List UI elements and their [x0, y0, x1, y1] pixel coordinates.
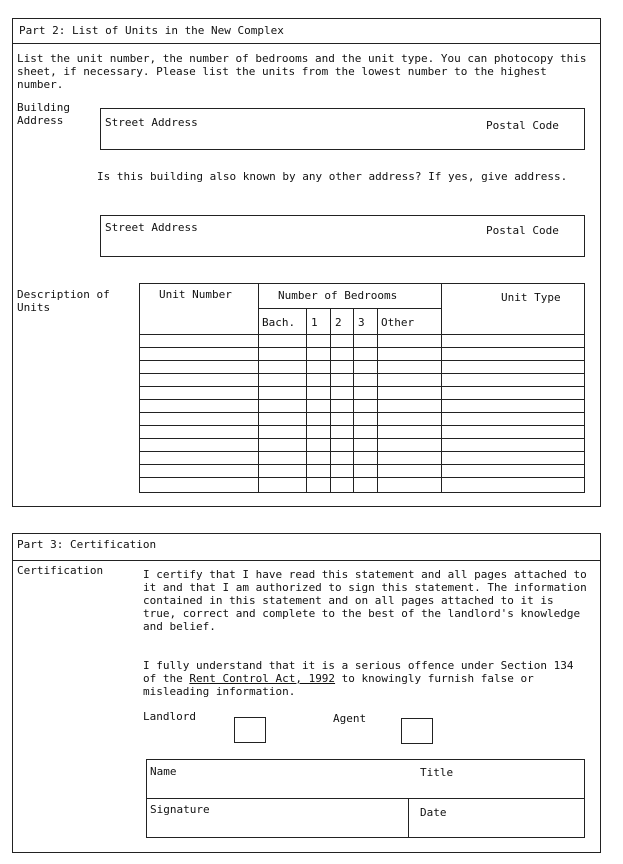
certification-label: Certification — [17, 564, 104, 577]
table-row — [139, 425, 585, 426]
building-address-label: Building Address — [17, 101, 70, 127]
signature-field[interactable] — [147, 799, 407, 837]
name-label: Name — [150, 765, 177, 778]
table-row — [139, 386, 585, 387]
part2-instructions: List the unit number, the number of bedrooms and the unit type. You can photocopy this sheet, if necessary. Please list the units from the lowest number to the highest number. — [17, 52, 587, 91]
sub-1: 1 — [311, 316, 318, 329]
description-of-units-label: Description of Units — [17, 288, 110, 314]
certification-paragraph-2 — [143, 659, 587, 698]
title-label: Title — [420, 766, 454, 779]
part2-header-divider — [12, 43, 601, 44]
table-row — [139, 451, 585, 452]
other-address-question: Is this building also known by any other address? If yes, give address. — [97, 170, 568, 183]
landlord-label: Landlord — [143, 710, 196, 723]
sub-bach: Bach. — [262, 316, 296, 329]
landlord-checkbox[interactable] — [234, 717, 266, 743]
agent-label: Agent — [333, 712, 367, 725]
other-postal-code-label: Postal Code — [486, 224, 559, 237]
part3-header-divider — [12, 560, 601, 561]
table-row — [139, 464, 585, 465]
part3-title: Part 3: Certification — [17, 538, 157, 551]
col-unit-type: Unit Type — [501, 291, 561, 304]
sub-2: 2 — [335, 316, 342, 329]
units-table — [139, 283, 585, 493]
name-field[interactable] — [147, 760, 407, 798]
table-row — [139, 399, 585, 400]
sub-3: 3 — [358, 316, 365, 329]
title-field[interactable] — [410, 760, 584, 798]
sub-other: Other — [381, 316, 415, 329]
date-label: Date — [420, 806, 447, 819]
col-unit-number: Unit Number — [159, 288, 232, 301]
table-row — [139, 412, 585, 413]
date-field[interactable] — [410, 799, 584, 837]
certification-paragraph-1: I certify that I have read this statement and all pages attached to it and that I am authorized to sign this statement. The information contained in this statement and on all pages attached to it is true, correct and complete to the best of the landlord's knowledge and belief. — [143, 568, 587, 633]
rent-control-act-reference: Rent Control Act, 1992 — [189, 672, 336, 685]
paragraph-2-text: I fully understand that it is a serious offence under Section 134 of the — [143, 659, 574, 685]
postal-code-label: Postal Code — [486, 119, 559, 132]
other-street-address-label: Street Address — [105, 221, 198, 234]
signature-label: Signature — [150, 803, 210, 816]
agent-checkbox[interactable] — [401, 718, 433, 744]
table-row — [139, 360, 585, 361]
table-row — [139, 373, 585, 374]
col-number-of-bedrooms: Number of Bedrooms — [278, 289, 398, 302]
street-address-label: Street Address — [105, 116, 198, 129]
paragraph-2-text-end: to knowingly furnish false or misleading information. — [143, 672, 534, 698]
part2-title: Part 2: List of Units in the New Complex — [19, 24, 284, 37]
table-row — [139, 477, 585, 478]
table-row — [139, 347, 585, 348]
table-row — [139, 438, 585, 439]
